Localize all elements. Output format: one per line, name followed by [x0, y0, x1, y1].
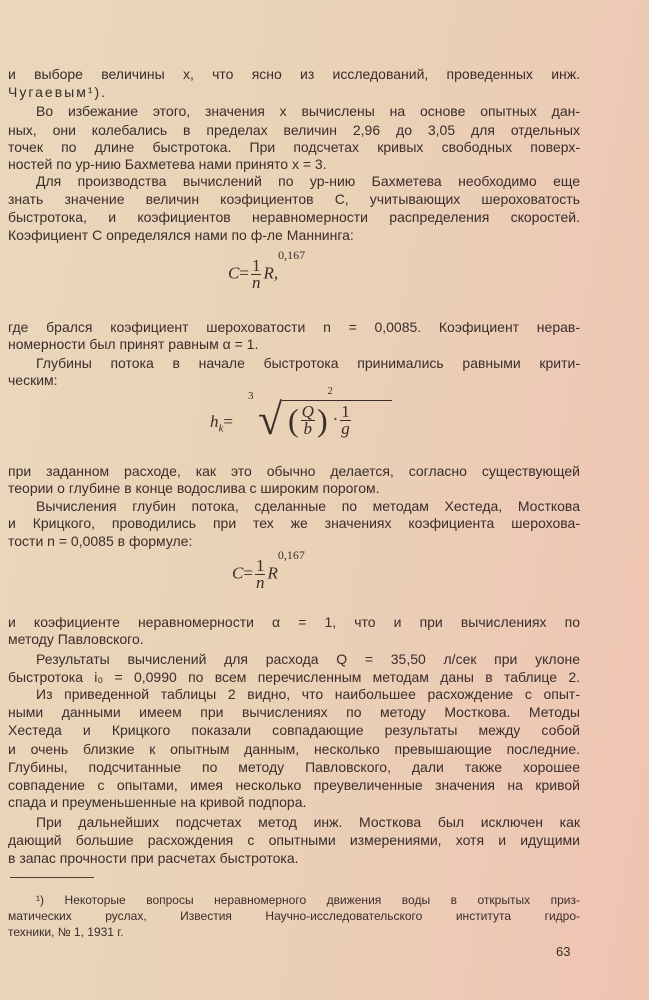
- left-paren: (: [288, 402, 299, 438]
- text-line: при заданном расходе, как это обычно делается, согласно существующей: [8, 463, 580, 479]
- text-line: ными данными имеем при вычислениях по методу Мосткова. Методы: [8, 704, 580, 720]
- text-line: Результаты вычислений для расхода Q = 35,50 л/сек при уклоне: [36, 651, 580, 667]
- text-line: Хестеда и Крицкого показали совпадающие результаты между собой: [8, 722, 580, 738]
- formula-denominator: n: [251, 273, 261, 292]
- formula-base: R,: [263, 263, 279, 283]
- footnote-line: ¹) Некоторые вопросы неравномерного движения воды в открытых приз-: [36, 893, 580, 907]
- footnote-line: матических руслах, Известия Научно-исследовательского института гидро-: [8, 909, 580, 923]
- formula-manning-1: [228, 248, 306, 292]
- text-line: номерности был принят равным α = 1.: [8, 336, 259, 352]
- formula-lhs: [210, 412, 233, 434]
- right-paren: ): [316, 402, 328, 438]
- text-line: ных, они колебались в пределах величин 2,96 до 3,05 для отдельных: [8, 122, 580, 138]
- text-line: Во избежание этого, значения x вычислены на основе опытных дан-: [36, 103, 580, 119]
- text-line: быстротока i₀ = 0,0990 по всем перечисленным методам даны в таблице 2.: [8, 669, 580, 685]
- formula-fraction: [255, 558, 266, 591]
- formula-lhs: C: [228, 263, 240, 283]
- radical-sign-icon: √: [258, 395, 283, 444]
- formula-Q: Q: [301, 402, 314, 421]
- text-line: Глубины потока в начале быстротока принимались равными крити-: [36, 355, 580, 371]
- text-line: Вычисления глубин потока, сделанные по методам Хестеда, Мосткова: [36, 498, 580, 514]
- q-over-b-fraction: [301, 404, 315, 437]
- text-line: Для производства вычислений по ур-нию Бахметева необходимо еще: [36, 173, 580, 189]
- text-line: и коэфициенте неравномерности α = 1, что и при вычислениях по: [8, 614, 580, 630]
- formula-base: R: [267, 563, 278, 583]
- text-line: спада и преуменьшенные на кривой подпора.: [8, 794, 307, 810]
- formula-denominator: n: [255, 573, 265, 592]
- text-line: Из приведенной таблицы 2 видно, что наибольшее расхождение с опыт-: [36, 686, 580, 702]
- formula-exponent: 0,167: [278, 248, 306, 262]
- text-line: где брался коэфициент шероховатости n = 0,0085. Коэфициент нерав-: [8, 319, 580, 335]
- radical-overline: [282, 400, 392, 401]
- formula-dot: ·: [332, 409, 339, 429]
- text-line: в запас прочности при расчетах быстротока.: [8, 850, 299, 866]
- page-number: 63: [556, 944, 571, 959]
- formula-eq: =: [223, 412, 233, 431]
- footnote-line: техники, № 1, 1931 г.: [8, 925, 124, 939]
- text-line: дающий большие расхождения с опытными измерениями, хотя и идущими: [8, 832, 580, 848]
- formula-h: h: [210, 412, 219, 431]
- footnote-divider: [10, 877, 94, 878]
- text-line: совпадение с опытами, имея несколько преувеличенные значения на кривой: [8, 777, 580, 793]
- text-line: знать значение величин коэфициентов C, учитывающих шероховатость: [8, 191, 580, 207]
- text-line: и очень близкие к опытным данным, несколько превышающие последние.: [8, 741, 580, 757]
- text-line: При дальнейших подсчетах метод инж. Мосткова был исключен как: [36, 814, 580, 830]
- text-line: тости n = 0,0085 в формуле:: [8, 533, 193, 549]
- formula-exponent: 0,167: [277, 548, 305, 562]
- text-line: ческим:: [8, 372, 58, 388]
- text-line: методу Павловского.: [8, 631, 144, 647]
- text-line: ностей по ур-нию Бахметева нами принято x = 3.: [8, 156, 327, 172]
- formula-manning-2: [232, 548, 305, 592]
- formula-critical-depth: [210, 386, 400, 448]
- text-line: и выборе величины x, что ясно из исследований, проведенных инж.: [8, 66, 580, 82]
- formula-g: g: [341, 419, 350, 438]
- text-line: Чугаевым¹).: [8, 84, 108, 100]
- formula-eq: =: [239, 263, 249, 283]
- formula-b: b: [303, 419, 313, 438]
- radicand: [288, 386, 353, 439]
- formula-numerator: 1: [251, 256, 261, 275]
- formula-eq: =: [243, 563, 253, 583]
- formula-numerator: 1: [255, 556, 265, 575]
- root-index: 3: [248, 390, 254, 402]
- text-line: и Крицкого, проводились при тех же значениях коэфициента шерохова-: [8, 515, 580, 531]
- text-line: Коэфициент C определялся нами по ф-ле Маннинга:: [8, 227, 354, 243]
- formula-one: 1: [341, 402, 350, 421]
- one-over-g-fraction: [340, 404, 351, 437]
- formula-subscript: k: [218, 422, 224, 435]
- text-line: быстротока, и коэфициентов неравномерности распределения скоростей.: [8, 209, 580, 225]
- text-line: Глубины, подсчитанные по методу Павловского, дали также хорошее: [8, 759, 580, 775]
- text-line: точек по длине быстротока. При подсчетах кривых свободных поверх-: [8, 139, 580, 155]
- formula-power: 2: [327, 386, 333, 397]
- formula-fraction: [251, 258, 262, 291]
- text-line: теории о глубине в конце водослива с широким порогом.: [8, 480, 380, 496]
- formula-lhs: C: [232, 563, 244, 583]
